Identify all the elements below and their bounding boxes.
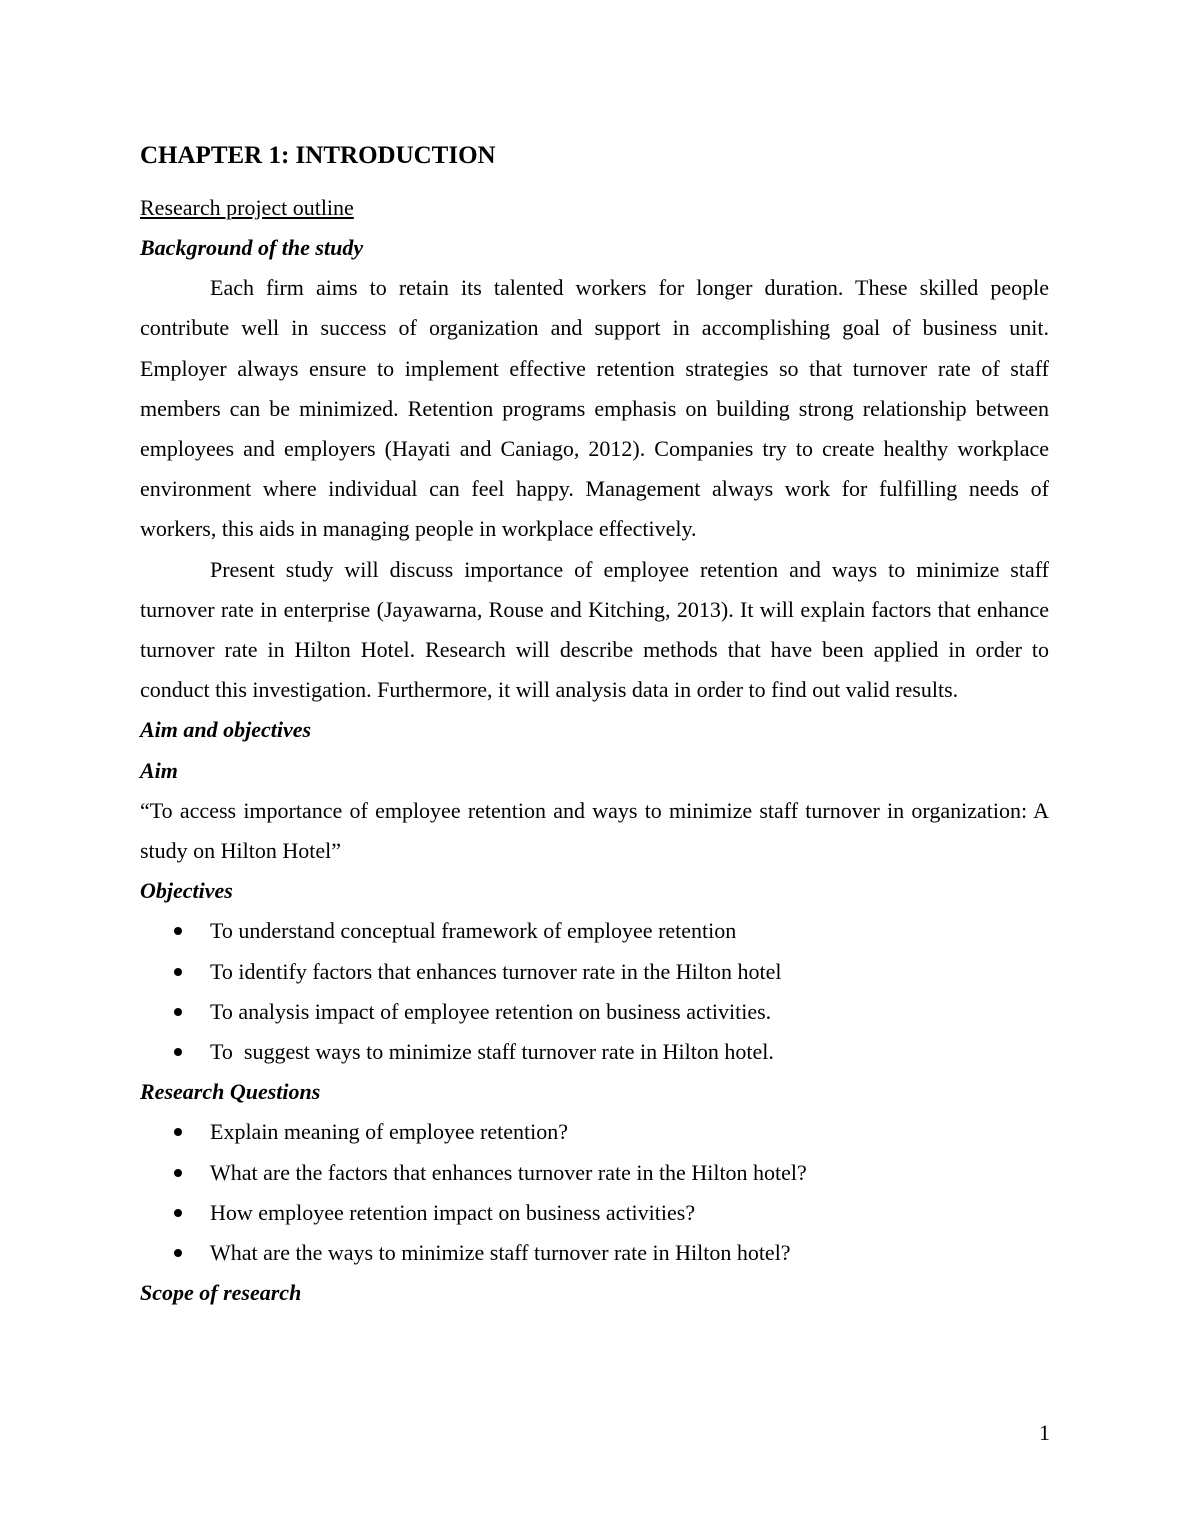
bullet-icon [174,1209,182,1217]
question-item [140,1233,1049,1273]
bullet-icon [174,968,182,976]
chapter-title: CHAPTER 1: INTRODUCTION [140,142,496,169]
scope-heading: Scope of research [140,1280,302,1306]
question-item [140,1112,1049,1152]
question-text: Explain meaning of employee retention? [210,1119,568,1145]
objective-text: To suggest ways to minimize staff turnover rate in Hilton hotel. [210,1039,774,1065]
question-text: What are the ways to minimize staff turnover rate in Hilton hotel? [210,1240,791,1266]
aim-text: “To access importance of employee retention and ways to minimize staff turnover in organization: A study on Hilton Hotel” [140,797,1049,864]
objective-item [140,911,1049,951]
objective-text: To analysis impact of employee retention on business activities. [210,998,772,1024]
objective-item [140,1032,1049,1072]
page-number: 1 [1039,1420,1050,1445]
page-content [140,138,1049,1313]
bullet-icon [174,1128,182,1136]
aim-heading: Aim [140,757,178,783]
background-heading: Background of the study [140,235,364,260]
objectives-list [140,911,1049,1072]
objective-item [140,992,1049,1032]
bullet-icon [174,927,182,935]
questions-heading: Research Questions [140,1079,321,1105]
aims-heading: Aim and objectives [140,717,312,743]
bullet-icon [174,1048,182,1056]
background-paragraph-2: Present study will discuss importance of employee retention and ways to minimize staff turnover rate in enterprise (Jayawarna, Rouse and Kitching, 2013). It will explain factors that enhance turnover rate in Hilton Hotel. Research will describe methods that have been applied in order to conduct this investigation. Furthermore, it will analysis data in order to find out valid results. [140,556,1049,703]
question-text: How employee retention impact on business activities? [210,1199,696,1225]
objective-text: To identify factors that enhances turnover rate in the Hilton hotel [210,958,782,984]
bullet-icon [174,1008,182,1016]
question-item [140,1193,1049,1233]
question-text: What are the factors that enhances turnover rate in the Hilton hotel? [210,1159,807,1185]
objective-text: To understand conceptual framework of employee retention [210,918,737,944]
objectives-heading: Objectives [140,878,233,904]
bullet-icon [174,1249,182,1257]
bullet-icon [174,1169,182,1177]
outline-label: Research project outline [140,195,354,220]
objective-item [140,952,1049,992]
background-paragraph-1: Each firm aims to retain its talented workers for longer duration. These skilled people contribute well in success of organization and support in accomplishing goal of business unit. Employer always ensure to implement effective retention strategies so that turnover rate of staff members can be minimized. Retention programs emphasis on building strong relationship between employees and employers (Hayati and Caniago, 2012). Companies try to create healthy workplace environment where individual can feel happy. Management always work for fulfilling needs of workers, this aids in managing people in workplace effectively. [140,275,1049,542]
questions-list [140,1112,1049,1273]
question-item [140,1153,1049,1193]
